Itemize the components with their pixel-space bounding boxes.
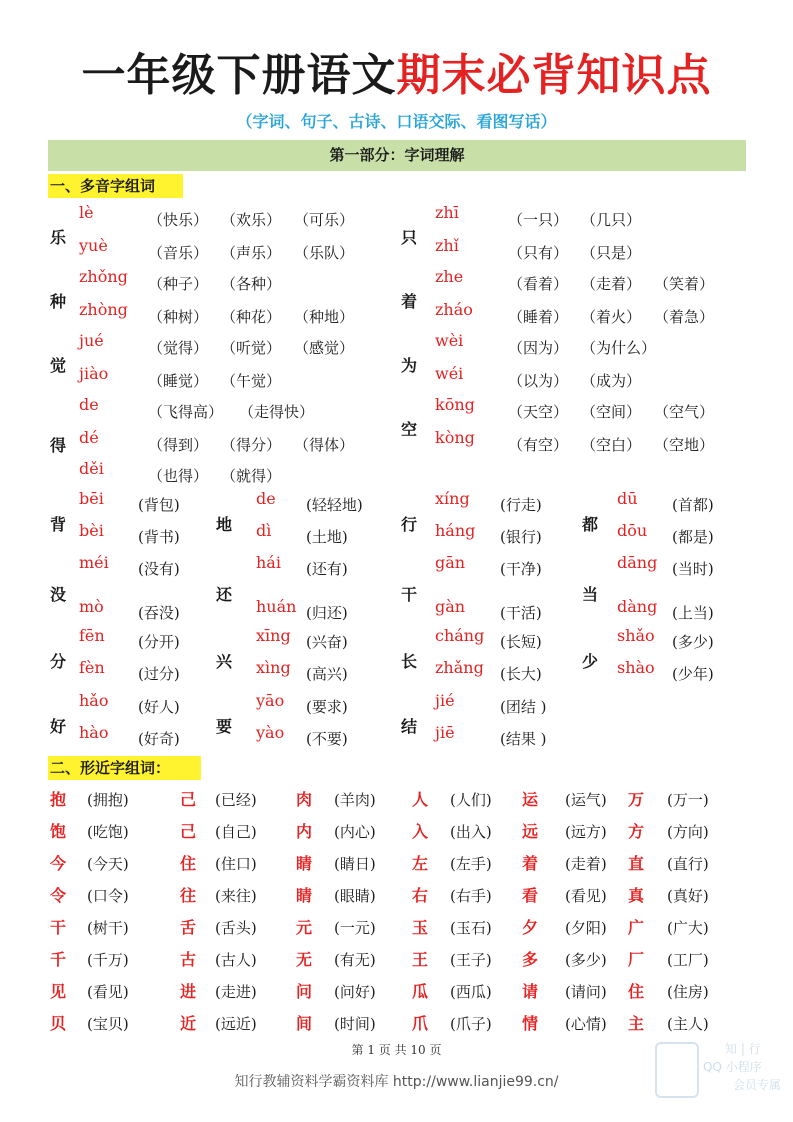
similar-char: 元	[296, 918, 313, 937]
word: (银行)	[500, 528, 542, 546]
pinyin: xíng	[435, 489, 470, 508]
word: （空白）	[581, 436, 642, 454]
similar-char: 进	[180, 982, 197, 1001]
footer-site: 知行教辅资料学霸资料库 http://www.lianjie99.cn/	[234, 1074, 559, 1090]
word: (轻轻地)	[306, 496, 363, 514]
word: (首都)	[672, 496, 714, 514]
pinyin: bēi	[79, 489, 104, 508]
word: （只有）	[508, 244, 569, 262]
word: （以为）	[508, 372, 569, 390]
similar-char: 间	[296, 1014, 313, 1033]
pinyin: shào	[617, 658, 655, 677]
word: (干净)	[500, 560, 542, 578]
word: (有无)	[334, 951, 376, 969]
pinyin: dāng	[617, 553, 658, 572]
word: (土地)	[306, 528, 348, 546]
word: (睛日)	[334, 855, 376, 873]
pinyin: fèn	[79, 658, 105, 677]
polyphone-char: 好	[50, 717, 67, 736]
word: (问好)	[334, 983, 376, 1001]
word: （得体）	[294, 436, 355, 454]
similar-char: 古	[180, 950, 197, 969]
word: (主人)	[667, 1015, 709, 1033]
polyphone-char: 兴	[216, 652, 233, 671]
similar-char: 广	[628, 918, 645, 937]
polyphone-char: 没	[50, 585, 67, 604]
word: (干活)	[500, 604, 542, 622]
word: (真好)	[667, 887, 709, 905]
word: (时间)	[334, 1015, 376, 1033]
similar-char: 请	[522, 982, 539, 1001]
word: (归还)	[306, 604, 348, 622]
polyphone-char: 种	[50, 291, 67, 311]
word: (宝贝)	[87, 1015, 129, 1033]
similar-char: 爪	[412, 1014, 429, 1033]
polyphone-char: 干	[401, 585, 418, 604]
word: (长短)	[500, 633, 542, 651]
word: (过分)	[138, 665, 180, 683]
word: (团结 )	[500, 698, 547, 716]
word: (还有)	[306, 560, 348, 578]
pinyin: wéi	[435, 364, 464, 383]
page-title	[0, 52, 793, 100]
similar-char: 直	[628, 854, 645, 873]
word: (没有)	[138, 560, 180, 578]
word: (王子)	[450, 951, 492, 969]
polyphone-char: 结	[401, 717, 418, 736]
similar-char: 方	[628, 822, 645, 841]
word: (左手)	[450, 855, 492, 873]
pinyin: zhǎng	[435, 658, 484, 677]
word: （种子）	[148, 275, 209, 293]
pinyin: dì	[256, 521, 272, 540]
pinyin: dū	[617, 489, 638, 508]
watermark-line1: 知 | 行	[725, 1042, 761, 1056]
word: (走进)	[215, 983, 257, 1001]
word: (高兴)	[306, 665, 348, 683]
word: (万一)	[667, 791, 709, 809]
pinyin: gān	[435, 553, 466, 572]
polyphone-char: 分	[50, 652, 67, 671]
similar-char: 己	[180, 822, 197, 841]
similar-char: 万	[628, 790, 645, 809]
pinyin: mò	[79, 597, 104, 616]
polyphone-char: 为	[401, 355, 418, 375]
polyphone-char: 行	[401, 515, 418, 534]
polyphone-char: 背	[50, 515, 67, 534]
word: （为什么）	[581, 339, 657, 357]
polyphone-char: 只	[401, 227, 418, 247]
word: (上当)	[672, 604, 714, 622]
similar-char: 夕	[522, 918, 539, 937]
pinyin: lè	[79, 203, 94, 222]
word: (拥抱)	[87, 791, 129, 809]
similar-char: 运	[522, 790, 539, 809]
pinyin: de	[256, 489, 276, 508]
word: （得分）	[221, 436, 282, 454]
word: (看见)	[87, 983, 129, 1001]
pinyin: dé	[79, 428, 99, 447]
similar-char: 睛	[296, 854, 313, 873]
pinyin: méi	[79, 553, 109, 572]
pinyin: xìng	[256, 658, 291, 677]
similar-char: 肉	[296, 790, 313, 809]
similar-char: 右	[412, 886, 429, 905]
polyphone-char: 都	[582, 515, 599, 534]
similar-char: 王	[412, 950, 429, 969]
similar-char: 见	[50, 982, 67, 1001]
word: （睡觉）	[148, 372, 209, 390]
similar-char: 左	[412, 854, 429, 873]
similar-char: 今	[50, 854, 67, 873]
word: (羊肉)	[334, 791, 376, 809]
polyphone-char: 要	[216, 717, 233, 736]
word: (眼睛)	[334, 887, 376, 905]
polyphone-char: 觉	[50, 355, 67, 375]
word: (方向)	[667, 823, 709, 841]
word: （只是）	[581, 244, 642, 262]
word: （因为）	[508, 339, 569, 357]
word: (千万)	[87, 951, 129, 969]
word: （成为）	[581, 372, 642, 390]
word: （觉得）	[148, 339, 209, 357]
word: (远近)	[215, 1015, 257, 1033]
word: (自己)	[215, 823, 257, 841]
pinyin: xīng	[256, 626, 291, 645]
word: (长大)	[500, 665, 542, 683]
pinyin: gàn	[435, 597, 466, 616]
word: (背包)	[138, 496, 180, 514]
word: (玉石)	[450, 919, 492, 937]
pinyin: dàng	[617, 597, 658, 616]
similar-char: 主	[628, 1014, 645, 1033]
similar-char: 着	[522, 854, 539, 873]
part-heading: 第一部分：字词理解	[48, 140, 746, 171]
similar-char: 往	[180, 886, 197, 905]
word: （听觉）	[221, 339, 282, 357]
word: (远方)	[565, 823, 607, 841]
word: （午觉）	[221, 372, 282, 390]
word: (不要)	[306, 730, 348, 748]
word: (住口)	[215, 855, 257, 873]
word: (好奇)	[138, 730, 180, 748]
word: (多少)	[672, 633, 714, 651]
pinyin: hǎo	[79, 691, 109, 710]
word: (来往)	[215, 887, 257, 905]
similar-char: 玉	[412, 918, 429, 937]
title-red: 期末必背知识点	[396, 50, 712, 101]
word: （得到）	[148, 436, 209, 454]
word: （种树）	[148, 308, 209, 326]
word: （音乐）	[148, 244, 209, 262]
word: （着急）	[654, 308, 715, 326]
similar-char: 干	[50, 918, 67, 937]
word: (已经)	[215, 791, 257, 809]
polyphone-char: 少	[582, 652, 599, 671]
word: （欢乐）	[221, 211, 282, 229]
pinyin: zhǐ	[435, 236, 459, 255]
word: （有空）	[508, 436, 569, 454]
pinyin: zhòng	[79, 300, 128, 319]
pinyin: fēn	[79, 626, 105, 645]
section-heading-similar: 二、形近字组词：	[48, 756, 201, 780]
polyphone-char: 当	[582, 585, 599, 604]
pinyin: zhǒng	[79, 267, 128, 286]
pinyin: yuè	[79, 236, 108, 255]
book-icon	[655, 1042, 699, 1098]
word: （走得快）	[239, 403, 315, 421]
word: (结果 )	[500, 730, 547, 748]
similar-char: 近	[180, 1014, 197, 1033]
word: （空间）	[581, 403, 642, 421]
word: (出入)	[450, 823, 492, 841]
pinyin: jiē	[435, 723, 455, 742]
pinyin: zhī	[435, 203, 459, 222]
word: （天空）	[508, 403, 569, 421]
pinyin: kòng	[435, 428, 475, 447]
word: (走着)	[565, 855, 607, 873]
word: (一元)	[334, 919, 376, 937]
polyphone-char: 空	[401, 419, 418, 439]
similar-char: 人	[412, 790, 429, 809]
similar-char: 内	[296, 822, 313, 841]
similar-char: 入	[412, 822, 429, 841]
polyphone-char: 长	[401, 652, 418, 671]
pinyin: hào	[79, 723, 109, 742]
word: (西瓜)	[450, 983, 492, 1001]
pinyin: děi	[79, 459, 104, 478]
similar-char: 看	[522, 886, 539, 905]
word: (树干)	[87, 919, 129, 937]
word: (人们)	[450, 791, 492, 809]
word: （各种）	[221, 275, 282, 293]
pinyin: yāo	[256, 691, 285, 710]
word: (吞没)	[138, 604, 180, 622]
similar-char: 贝	[50, 1014, 67, 1033]
pinyin: de	[79, 395, 99, 414]
watermark	[655, 1040, 785, 1100]
word: （空地）	[654, 436, 715, 454]
pinyin: dōu	[617, 521, 648, 540]
title-black: 一年级下册语文	[81, 50, 397, 101]
word: (今天)	[87, 855, 129, 873]
word: （看着）	[508, 275, 569, 293]
pinyin: cháng	[435, 626, 485, 645]
word: (好人)	[138, 698, 180, 716]
word: （飞得高）	[148, 403, 224, 421]
word: (吃饱)	[87, 823, 129, 841]
word: （可乐）	[294, 211, 355, 229]
pinyin: bèi	[79, 521, 104, 540]
word: (行走)	[500, 496, 542, 514]
word: (舌头)	[215, 919, 257, 937]
word: （一只）	[508, 211, 569, 229]
word: (口令)	[87, 887, 129, 905]
word: （种地）	[294, 308, 355, 326]
word: (夕阳)	[565, 919, 607, 937]
word: (多少)	[565, 951, 607, 969]
similar-char: 住	[628, 982, 645, 1001]
word: (当时)	[672, 560, 714, 578]
word: （空气）	[654, 403, 715, 421]
polyphone-char: 得	[50, 436, 67, 455]
pinyin: zhe	[435, 267, 464, 286]
word: （笑着）	[654, 275, 715, 293]
word: (住房)	[667, 983, 709, 1001]
similar-char: 真	[628, 886, 645, 905]
word: (请问)	[565, 983, 607, 1001]
word: (心情)	[565, 1015, 607, 1033]
word: （就得）	[221, 467, 282, 485]
word: （感觉）	[294, 339, 355, 357]
word: (古人)	[215, 951, 257, 969]
word: （声乐）	[221, 244, 282, 262]
similar-char: 饱	[50, 822, 67, 841]
word: （几只）	[581, 211, 642, 229]
polyphone-char: 还	[216, 585, 233, 604]
word: （着火）	[581, 308, 642, 326]
pinyin: háng	[435, 521, 476, 540]
word: （种花）	[221, 308, 282, 326]
pinyin: jiào	[79, 364, 109, 383]
word: (爪子)	[450, 1015, 492, 1033]
section-heading-polyphonic: 一、多音字组词	[48, 174, 183, 198]
similar-char: 抱	[50, 790, 67, 809]
pinyin: hái	[256, 553, 281, 572]
watermark-line3: 会员专属	[733, 1078, 782, 1092]
subtitle: （字词、句子、古诗、口语交际、看图写话）	[236, 112, 557, 131]
word: (背书)	[138, 528, 180, 546]
polyphone-char: 地	[216, 515, 233, 534]
pinyin: shǎo	[617, 626, 655, 645]
pinyin: wèi	[435, 331, 464, 350]
similar-char: 厂	[628, 950, 645, 969]
polyphone-char: 着	[401, 291, 418, 311]
pinyin: huán	[256, 597, 297, 616]
word: (都是)	[672, 528, 714, 546]
word: （睡着）	[508, 308, 569, 326]
pinyin: zháo	[435, 300, 473, 319]
word: (运气)	[565, 791, 607, 809]
pinyin: jué	[79, 331, 104, 350]
watermark-line2: QQ 小程序	[703, 1060, 762, 1074]
similar-char: 舌	[180, 918, 197, 937]
word: (兴奋)	[306, 633, 348, 651]
word: (看见)	[565, 887, 607, 905]
word: (广大)	[667, 919, 709, 937]
word: （乐队）	[294, 244, 355, 262]
pinyin: jié	[435, 691, 455, 710]
similar-char: 己	[180, 790, 197, 809]
word: (内心)	[334, 823, 376, 841]
word: (工厂)	[667, 951, 709, 969]
word: (直行)	[667, 855, 709, 873]
pinyin: kōng	[435, 395, 475, 414]
similar-char: 睛	[296, 886, 313, 905]
word: （快乐）	[148, 211, 209, 229]
similar-char: 千	[50, 950, 67, 969]
similar-char: 情	[522, 1014, 539, 1033]
similar-char: 令	[50, 886, 67, 905]
similar-char: 住	[180, 854, 197, 873]
page-number: 第 1 页 共 10 页	[351, 1043, 442, 1057]
similar-char: 问	[296, 982, 313, 1001]
similar-char: 多	[522, 950, 539, 969]
word: （走着）	[581, 275, 642, 293]
similar-char: 无	[296, 950, 313, 969]
similar-char: 瓜	[412, 982, 429, 1001]
similar-char: 远	[522, 822, 539, 841]
word: (要求)	[306, 698, 348, 716]
word: (分开)	[138, 633, 180, 651]
word: (右手)	[450, 887, 492, 905]
word: (少年)	[672, 665, 714, 683]
polyphone-char: 乐	[50, 227, 67, 247]
word: （也得）	[148, 467, 209, 485]
pinyin: yào	[256, 723, 285, 742]
